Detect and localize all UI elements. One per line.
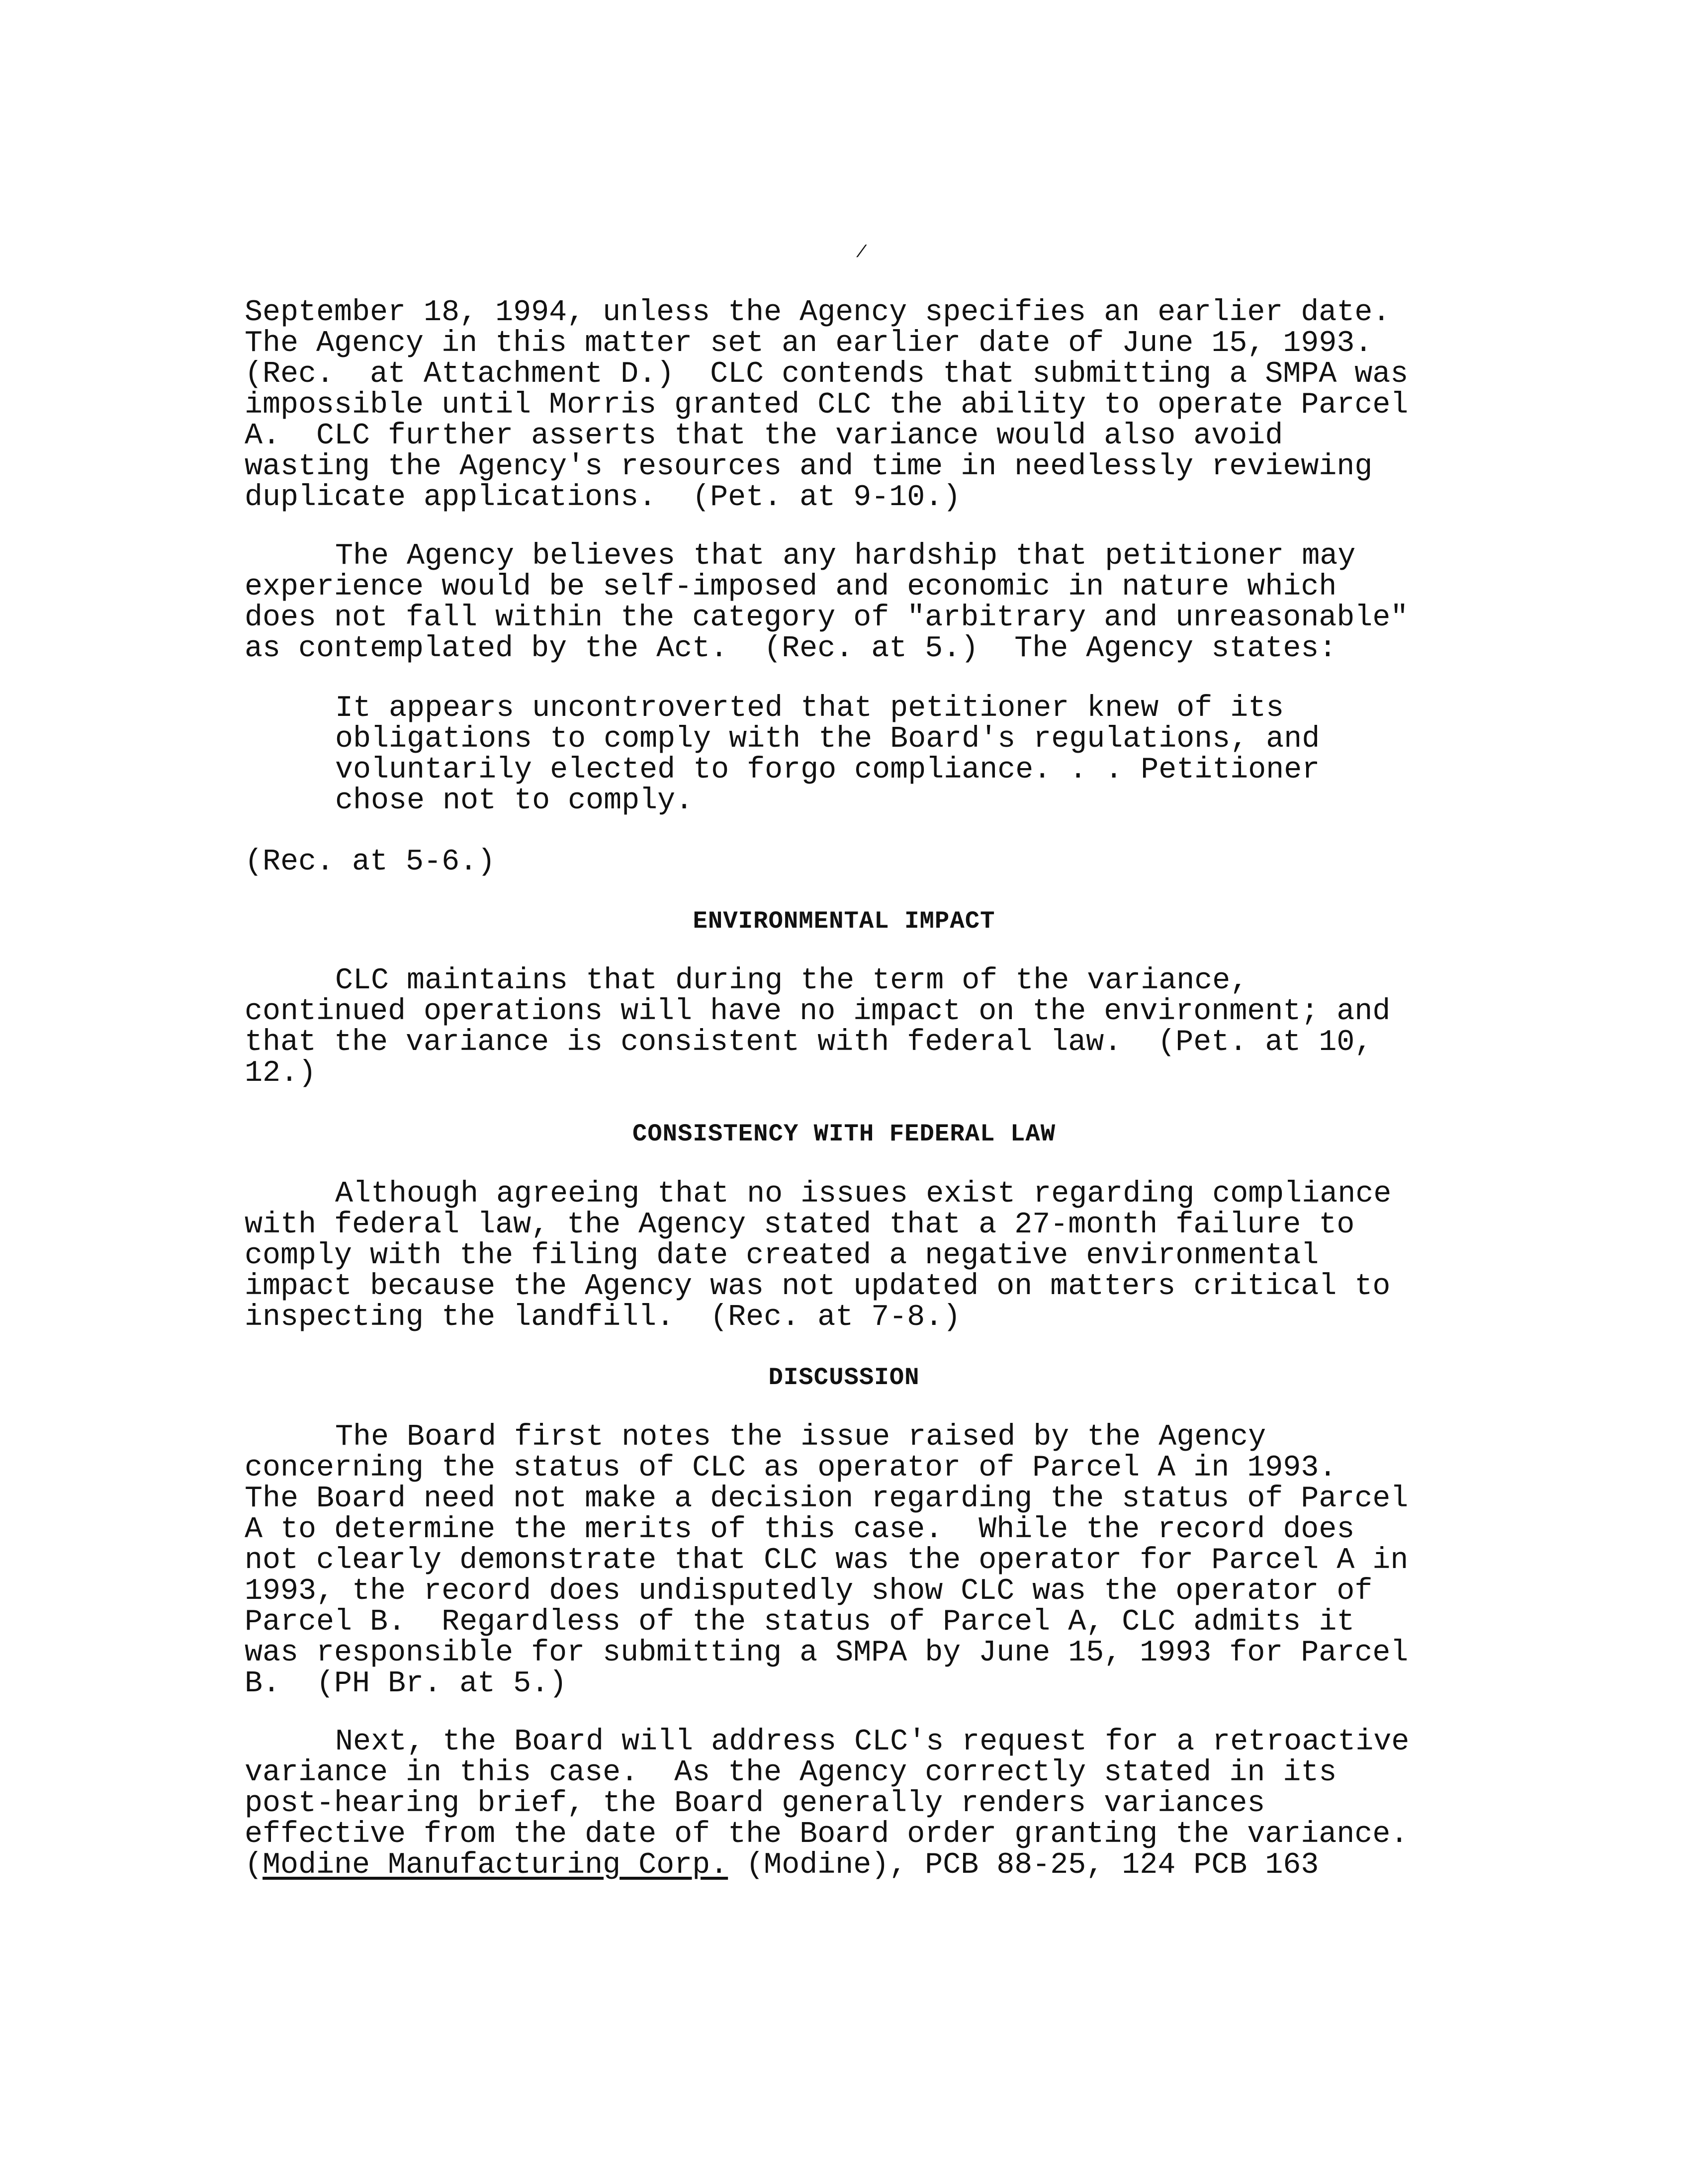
- quote-line: chose not to comply.: [335, 784, 694, 818]
- text-line: concerning the status of CLC as operator of Parcel A in 1993.: [245, 1451, 1337, 1485]
- quote-line: obligations to comply with the Board's regulations, and: [335, 722, 1320, 756]
- text-line: A to determine the merits of this case. While the record does: [245, 1513, 1355, 1547]
- text-line: with federal law, the Agency stated that a 27-month failure to: [245, 1208, 1355, 1242]
- text-line: B. (PH Br. at 5.): [245, 1667, 567, 1701]
- text-line: not clearly demonstrate that CLC was the operator for Parcel A in: [245, 1544, 1409, 1577]
- text-line: The Board need not make a decision regarding the status of Parcel: [245, 1482, 1409, 1516]
- text-line: that the variance is consistent with federal law. (Pet. at 10,: [245, 1026, 1373, 1059]
- text-line: Although agreeing that no issues exist regarding compliance: [335, 1177, 1392, 1211]
- paragraph-continuation: [245, 297, 1408, 513]
- text-line: The Agency in this matter set an earlier date of June 15, 1993.: [245, 327, 1373, 360]
- text-line: Parcel B. Regardless of the status of Parcel A, CLC admits it: [245, 1605, 1355, 1639]
- quote-line: It appears uncontroverted that petitioner knew of its: [335, 692, 1284, 725]
- section-heading-federal-law: CONSISTENCY WITH FEDERAL LAW: [632, 1120, 1056, 1148]
- citation-rest: (Modine), PCB 88-25, 124 PCB 163: [728, 1848, 1319, 1882]
- text-line: Next, the Board will address CLC's request for a retroactive: [335, 1725, 1410, 1759]
- page-mark: /: [856, 244, 867, 262]
- text-line: continued operations will have no impact on the environment; and: [245, 995, 1391, 1029]
- text-line: was responsible for submitting a SMPA by June 15, 1993 for Parcel: [245, 1636, 1409, 1670]
- text-line: does not fall within the category of "arbitrary and unreasonable": [245, 601, 1409, 635]
- text-line: The Agency believes that any hardship that petitioner may: [335, 539, 1356, 573]
- block-quote: [335, 693, 1320, 816]
- text-line: The Board first notes the issue raised by the Agency: [335, 1420, 1266, 1454]
- paragraph-federal-compliance: [245, 1179, 1391, 1333]
- text-line: post-hearing brief, the Board generally renders variances: [245, 1787, 1265, 1821]
- text-line: CLC maintains that during the term of the variance,: [335, 964, 1248, 998]
- text-line: (Rec. at Attachment D.) CLC contends that submitting a SMPA was: [245, 357, 1409, 391]
- paragraph-clc-maintains: [245, 965, 1390, 1089]
- citation-line: [245, 1850, 1409, 1881]
- text-line: impact because the Agency was not updated on matters critical to: [245, 1270, 1391, 1304]
- text-line: wasting the Agency's resources and time in needlessly reviewing: [245, 450, 1373, 484]
- text-line: 1993, the record does undisputedly show CLC was the operator of: [245, 1574, 1373, 1608]
- paragraph-retroactive-variance: [245, 1727, 1409, 1881]
- text-line: impossible until Morris granted CLC the ability to operate Parcel: [245, 388, 1409, 422]
- text-line: as contemplated by the Act. (Rec. at 5.) The Agency states:: [245, 632, 1337, 666]
- text-line: effective from the date of the Board order granting the variance.: [245, 1818, 1409, 1851]
- text-line: comply with the filing date created a negative environmental: [245, 1239, 1319, 1273]
- section-heading-discussion: DISCUSSION: [768, 1364, 920, 1392]
- text-line: experience would be self-imposed and economic in nature which: [245, 570, 1337, 604]
- case-name-underlined: Modine Manufacturing Corp.: [263, 1848, 728, 1882]
- text-line: September 18, 1994, unless the Agency specifies an earlier date.: [245, 296, 1391, 330]
- text-line: duplicate applications. (Pet. at 9-10.): [245, 481, 961, 515]
- text-line: A. CLC further asserts that the variance would also avoid: [245, 419, 1283, 453]
- text-line: 12.): [245, 1056, 317, 1090]
- citation-open-paren: (: [245, 1848, 263, 1882]
- paragraph-agency-hardship: [245, 541, 1408, 664]
- section-heading-environmental-impact: ENVIRONMENTAL IMPACT: [693, 907, 995, 935]
- text-line: inspecting the landfill. (Rec. at 7-8.): [245, 1301, 961, 1334]
- text-line: (Rec. at 5-6.): [245, 845, 496, 879]
- text-line: variance in this case. As the Agency correctly stated in its: [245, 1756, 1337, 1790]
- quote-citation: [245, 847, 495, 877]
- paragraph-board-first-notes: [245, 1422, 1408, 1699]
- quote-line: voluntarily elected to forgo compliance. . . Petitioner: [335, 753, 1320, 787]
